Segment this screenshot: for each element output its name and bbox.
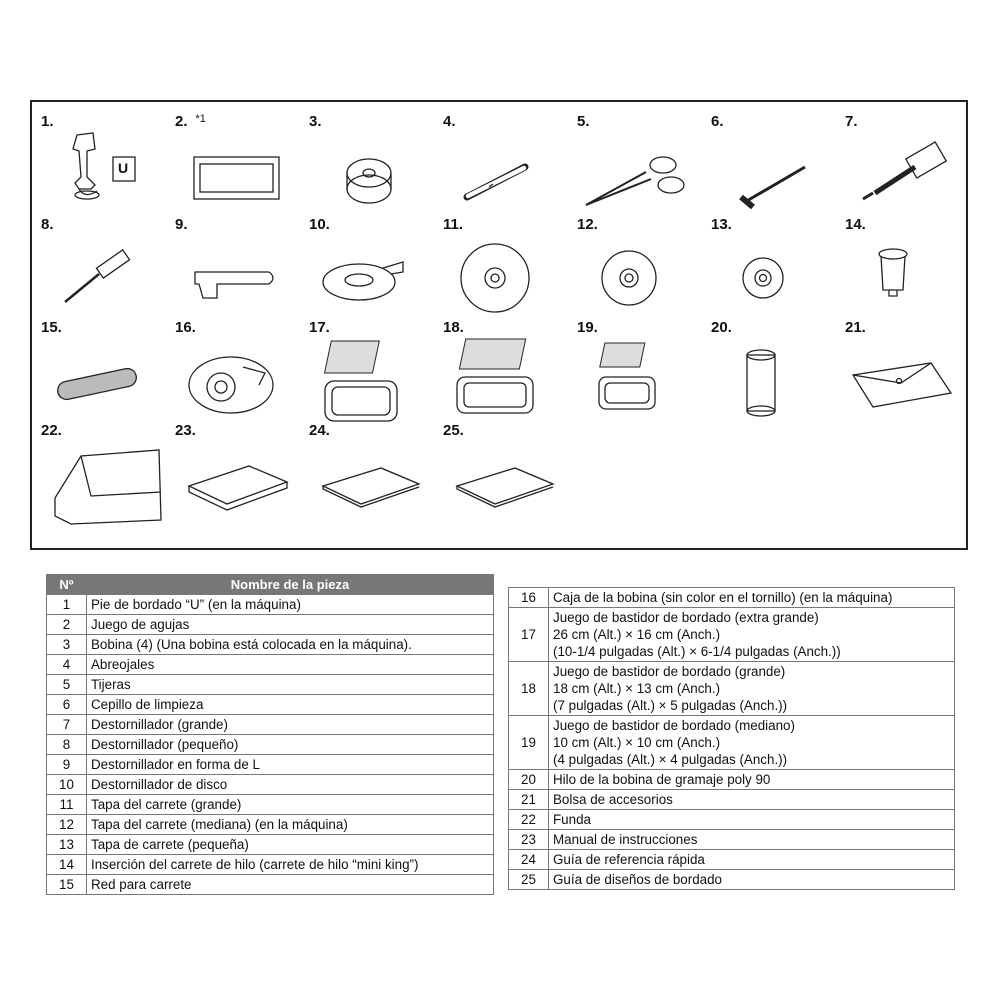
table-row (509, 770, 955, 790)
row-part-name: Destornillador de disco (87, 775, 494, 795)
row-number: 3 (47, 635, 87, 655)
row-number: 14 (47, 855, 87, 875)
accessories-figure (30, 100, 968, 550)
row-number: 5 (47, 675, 87, 695)
row-part-name: Inserción del carrete de hilo (carrete de hilo “mini king”) (87, 855, 494, 875)
frame-xl-icon (303, 333, 436, 423)
item-number: 4. (443, 113, 456, 130)
figure-item (169, 107, 302, 215)
row-part-name: Funda (549, 810, 955, 830)
foot-icon (35, 127, 168, 217)
figure-item (705, 210, 838, 318)
item-number: 2. $^{*1}$ (175, 113, 206, 130)
l-screwdriver-icon (169, 230, 302, 320)
scissors-icon (571, 127, 704, 217)
table-row (509, 850, 955, 870)
table-row (47, 835, 494, 855)
table-row (47, 715, 494, 735)
table-row (509, 662, 955, 716)
dust-cover-icon (35, 436, 168, 526)
row-number: 6 (47, 695, 87, 715)
figure-item (839, 313, 972, 421)
table-row (47, 795, 494, 815)
figure-item (571, 210, 704, 318)
figure-item (169, 416, 302, 524)
table-row (509, 790, 955, 810)
item-number: 17. (309, 319, 330, 336)
row-number: 18 (509, 662, 549, 716)
row-number: 24 (509, 850, 549, 870)
item-number: 11. (443, 216, 464, 233)
row-number: 17 (509, 608, 549, 662)
figure-item (303, 210, 436, 318)
row-part-name: Pie de bordado “U” (en la máquina) (87, 595, 494, 615)
row-part-name: Destornillador (pequeño) (87, 735, 494, 755)
item-number: 15. (41, 319, 62, 336)
parts-table-right (508, 587, 955, 890)
row-part-name: Hilo de la bobina de gramaje poly 90 (549, 770, 955, 790)
table-row (47, 635, 494, 655)
table-row (47, 875, 494, 895)
row-number: 7 (47, 715, 87, 735)
figure-item (169, 313, 302, 421)
figure-item (303, 416, 436, 524)
figure-item (571, 107, 704, 215)
accessory-bag-icon (839, 333, 972, 423)
table-row (47, 815, 494, 835)
header-part-name: Nombre de la pieza (87, 575, 494, 595)
figure-item (303, 107, 436, 215)
figure-item (437, 416, 570, 524)
figure-item (839, 107, 972, 215)
item-number: 5. (577, 113, 590, 130)
frame-m-icon (571, 333, 704, 423)
table-row (509, 870, 955, 890)
item-number: 9. (175, 216, 188, 233)
table-row (47, 755, 494, 775)
item-number: 22. (41, 422, 62, 439)
figure-item (35, 210, 168, 318)
bobbin-thread-icon (705, 333, 838, 423)
item-number: 19. (577, 319, 598, 336)
table-row (47, 855, 494, 875)
figure-item (35, 313, 168, 421)
spool-cap-large-icon (437, 230, 570, 320)
item-number: 25. (443, 422, 464, 439)
item-note: *1 (195, 113, 206, 125)
row-part-name: Juego de agujas (87, 615, 494, 635)
item-number: 23. (175, 422, 196, 439)
row-part-name: Red para carrete (87, 875, 494, 895)
row-part-name: Juego de bastidor de bordado (mediano) 10 cm (Alt.) × 10 cm (Anch.) (4 pulgadas (Alt.) × 4 pulgadas (Anch.)) (549, 716, 955, 770)
row-part-name: Abreojales (87, 655, 494, 675)
figure-item (437, 107, 570, 215)
item-number: 24. (309, 422, 330, 439)
item-number: 20. (711, 319, 732, 336)
item-number: 8. (41, 216, 54, 233)
row-part-name: Guía de diseños de bordado (549, 870, 955, 890)
bobbin-case-icon (169, 333, 302, 423)
table-row (47, 675, 494, 695)
row-part-name: Tapa de carrete (pequeña) (87, 835, 494, 855)
row-number: 21 (509, 790, 549, 810)
table-row (47, 775, 494, 795)
row-part-name: Tijeras (87, 675, 494, 695)
figure-item (169, 210, 302, 318)
row-number: 9 (47, 755, 87, 775)
quick-reference-icon (303, 436, 436, 526)
manual-icon (169, 436, 302, 526)
item-number: 14. (845, 216, 866, 233)
row-part-name: Destornillador en forma de L (87, 755, 494, 775)
table-header-row (47, 575, 494, 595)
figure-item (437, 313, 570, 421)
item-number: 7. (845, 113, 858, 130)
row-part-name: Bobina (4) (Una bobina está colocada en la máquina). (87, 635, 494, 655)
row-part-name: Juego de bastidor de bordado (extra grande) 26 cm (Alt.) × 16 cm (Anch.) (10-1/4 pulgadas (Alt.) × 6-1/4 pulgadas (Anch.)) (549, 608, 955, 662)
row-number: 4 (47, 655, 87, 675)
table-row (509, 830, 955, 850)
spool-cap-small-icon (705, 230, 838, 320)
table-row (47, 655, 494, 675)
figure-item (437, 210, 570, 318)
row-number: 25 (509, 870, 549, 890)
row-number: 22 (509, 810, 549, 830)
row-number: 11 (47, 795, 87, 815)
figure-item (35, 416, 168, 524)
row-number: 19 (509, 716, 549, 770)
row-number: 10 (47, 775, 87, 795)
row-number: 8 (47, 735, 87, 755)
item-number: 18. (443, 319, 464, 336)
seam-ripper-icon (437, 127, 570, 217)
disc-screwdriver-icon (303, 230, 436, 320)
spool-cap-medium-icon (571, 230, 704, 320)
row-part-name: Tapa del carrete (mediana) (en la máquina) (87, 815, 494, 835)
row-part-name: Bolsa de accesorios (549, 790, 955, 810)
item-number: 21. (845, 319, 866, 336)
design-guide-icon (437, 436, 570, 526)
item-number: 10. (309, 216, 330, 233)
item-number: 1. (41, 113, 54, 130)
foot-letter: U (118, 160, 129, 176)
row-number: 16 (509, 588, 549, 608)
row-part-name: Caja de la bobina (sin color en el tornillo) (en la máquina) (549, 588, 955, 608)
figure-item (705, 313, 838, 421)
table-row (47, 615, 494, 635)
figure-item (35, 107, 168, 215)
figure-item (705, 107, 838, 215)
table-row (47, 735, 494, 755)
table-row (509, 810, 955, 830)
table-row (509, 608, 955, 662)
row-part-name: Destornillador (grande) (87, 715, 494, 735)
row-number: 2 (47, 615, 87, 635)
frame-l-icon (437, 333, 570, 423)
figure-item (303, 313, 436, 421)
item-number: 6. (711, 113, 724, 130)
bobbin-icon (303, 127, 436, 217)
row-number: 13 (47, 835, 87, 855)
spool-insert-icon (839, 230, 972, 320)
row-part-name: Tapa del carrete (grande) (87, 795, 494, 815)
row-number: 1 (47, 595, 87, 615)
item-number: 16. (175, 319, 196, 336)
figure-item (839, 210, 972, 318)
row-number: 15 (47, 875, 87, 895)
needles-icon (169, 127, 302, 217)
parts-table-left (46, 574, 494, 895)
item-number: 12. (577, 216, 598, 233)
table-row (509, 716, 955, 770)
row-part-name: Manual de instrucciones (549, 830, 955, 850)
row-number: 20 (509, 770, 549, 790)
row-part-name: Juego de bastidor de bordado (grande) 18 cm (Alt.) × 13 cm (Anch.) (7 pulgadas (Alt.) × 5 pulgadas (Anch.)) (549, 662, 955, 716)
row-number: 23 (509, 830, 549, 850)
table-row (47, 595, 494, 615)
brush-icon (705, 127, 838, 217)
spool-net-icon (35, 333, 168, 423)
row-part-name: Cepillo de limpieza (87, 695, 494, 715)
item-number: 3. (309, 113, 322, 130)
table-row (509, 588, 955, 608)
row-number: 12 (47, 815, 87, 835)
header-number: Nº (47, 575, 87, 595)
item-number: 13. (711, 216, 732, 233)
table-row (47, 695, 494, 715)
screwdriver-small-icon (35, 230, 168, 320)
row-part-name: Guía de referencia rápida (549, 850, 955, 870)
screwdriver-large-icon (839, 127, 972, 217)
figure-item (571, 313, 704, 421)
